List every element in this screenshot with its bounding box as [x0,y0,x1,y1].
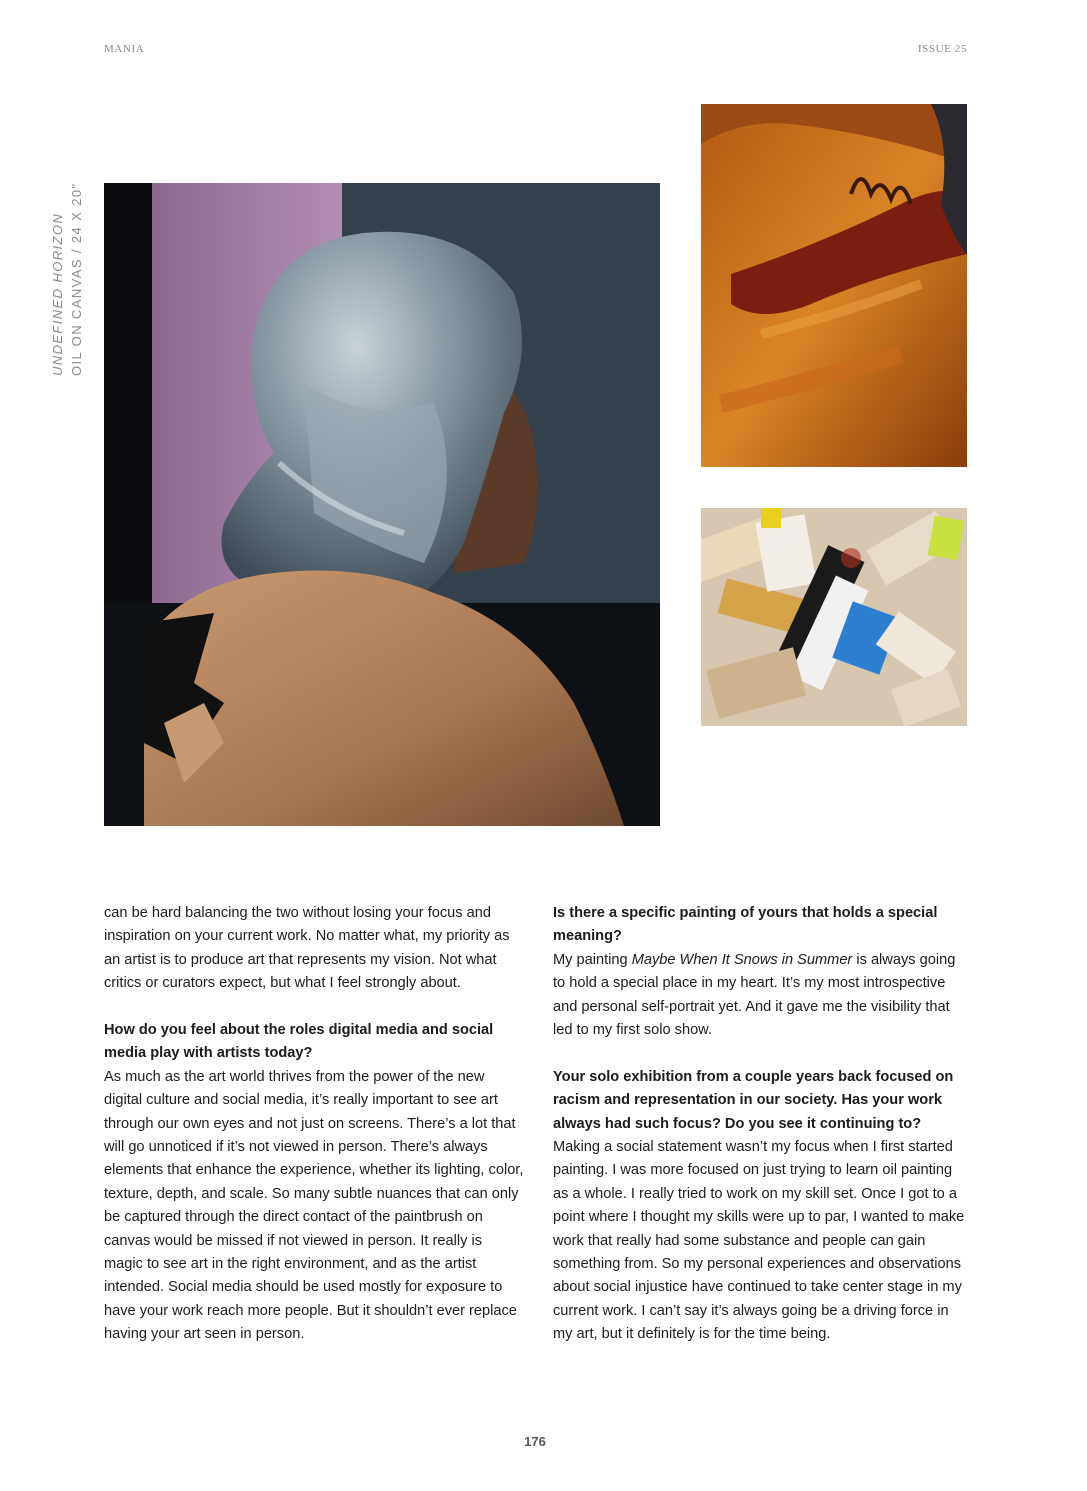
paragraph: can be hard balancing the two without losing your focus and inspiration on your current work. No matter what, my priority as an artist is to produce art that represents my vision. Not what critics or curators expect, but what I feel strongly about. [104,905,510,992]
article-column-left [104,902,524,1370]
painting-title: Maybe When It Snows in Summer [631,951,853,968]
interview-question: Your solo exhibition from a couple years back focused on racism and representation in our society. Has your work always had such focus? Do you see it continuing to? [553,1068,954,1132]
abstract-painting-image [701,104,967,467]
artwork-title: UNDEFINED HORIZON [50,212,65,376]
page-number: 176 [524,1434,546,1449]
main-painting-image [104,183,660,826]
paint-tubes-image [701,508,967,726]
abstract-painting [701,104,967,467]
article-column-right [553,902,968,1370]
answer-text: is always going to hold a special place in my heart. It’s my most introspective and personal self-portrait yet. And it gave me the visibility that led to my first solo show. [553,951,956,1039]
interview-answer: As much as the art world thrives from the power of the new digital culture and social media, it’s really important to see art through our own eyes and not just on screens. There’s a lot that will go unnoticed if it’s not viewed in person. There’s always elements that enhance the experience, whether its lighting, color, texture, depth, and scale. So many subtle nuances that can only be captured through the direct contact of the paintbrush on canvas would be missed if not viewed in person. It really is magic to see art in the right environment, and as the artist intended. Social media should be used mostly for exposure to have your work reach more people. But it shouldn’t ever replace having your art seen in person. [104,1068,524,1343]
paint-tubes-photo [701,508,967,726]
answer-text: My painting [553,951,632,968]
interview-answer [553,949,968,1043]
portrait-painting [104,183,660,826]
magazine-name: MANIA [104,43,145,55]
artwork-medium: OIL ON CANVAS / 24 X 20" [69,182,84,376]
interview-question: Is there a specific painting of yours that holds a special meaning? [553,905,938,945]
issue-number: ISSUE 25 [917,43,967,55]
interview-question: How do you feel about the roles digital media and social media play with artists today? [104,1022,494,1062]
interview-answer: Making a social statement wasn’t my focus when I first started painting. I was more focused on just trying to learn oil painting as a whole. I really tried to work on my skill set. Once I got to a point where I thought my skills were up to par, I wanted to make work that really had some substance and people can gain something from. So my personal experiences and observations about social injustice have continued to take center stage in my current work. I can’t say it’s always going be a driving force in my art, but it definitely is for the time being. [553,1139,965,1343]
artwork-caption [48,182,86,376]
